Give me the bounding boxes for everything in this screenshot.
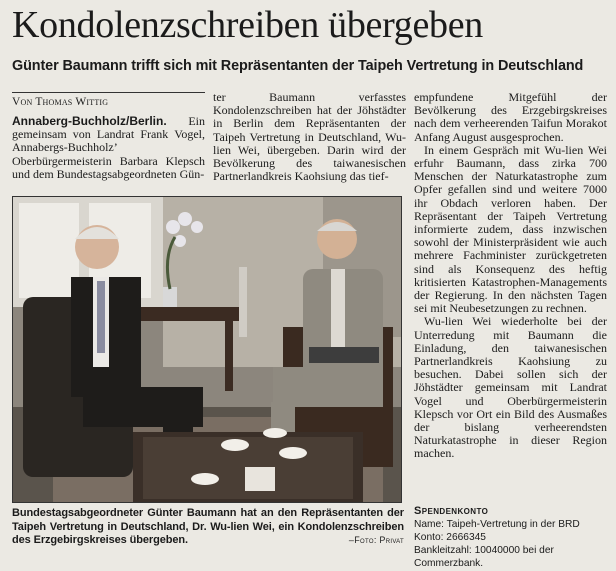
article-column-3 <box>414 91 607 461</box>
author-byline: Von Thomas Wittig <box>12 96 109 108</box>
caption-text: Bundestagsabgeordneter Günter Baumann hat an den Repräsentanten der Taipeh Vertretung in Deutschland, Dr. Wu-lien Wei, ein Kondolenzschreiben des Erzgebirgskreises übergeben. <box>12 507 404 547</box>
donation-account-name: Name: Taipeh-Vertretung in der BRD <box>414 518 580 530</box>
column-3-paragraph: In einem Gespräch mit Wu-lien Wei erfuhr Baumann, dass zirka 700 Menschen der Naturkatastrophe zum Opfer gefallen sind und weitere 7000 ihr Obdach verloren haben. Der Repräsentant der Taipeh Vertretung informierte zudem, dass inzwischen sowohl der Ministerpräsident wie auch mehrere Fachminister zurückgetreten sind als Konsequenz des heftig kritisierten Katastrophen-Managements der Regierung. In den nächsten Tagen sei mit Neubesetzungen zu rechnen. <box>414 142 607 316</box>
donation-account-number: Konto: 2666345 <box>414 531 486 543</box>
article-column-1 <box>12 115 205 181</box>
donation-account-box <box>414 505 607 571</box>
donation-bank-code: Bankleitzahl: 10040000 bei der Commerzbank. <box>414 544 554 569</box>
column-2-text: ter Baumann verfasstes Kondolenzschreiben hat der Jöhstädter in Berlin dem Repräsentanten der Taipeh Vertretung in Deutschland, Wu-lien Wei, übergeben. Darin wird der Bevölkerung des taiwanesischen Partnerlandkreis Kaohsiung das tief- <box>213 90 406 184</box>
byline-rule <box>12 92 205 109</box>
column-3-paragraph: Wu-lien Wei wiederholte bei der Unterredung mit Baumann die Einladung, den taiwanesischen Partnerlandkreis Kaohsiung zu besuchen. Dabei sollen sich der Jöhstädter gemeinsam mit Landrat Vogel und Oberbürgermeisterin Klepsch vor Ort ein Bild des Ausmaßes der bislang verheerendsten Naturkatastrophe in dieser Region machen. <box>414 314 607 461</box>
photo-illustration <box>13 197 402 503</box>
donation-account-title: Spendenkonto <box>414 505 489 517</box>
dateline: Annaberg-Buchholz/Berlin. <box>12 114 167 128</box>
article-column-2 <box>213 91 406 183</box>
article-subheadline: Günter Baumann trifft sich mit Repräsentanten der Taipeh Vertretung in Deutschland <box>12 58 584 74</box>
column-1-text: Ein gemeinsam von Landrat Frank Vogel, Annabergs-Buchholz’ Oberbürgermeisterin Barbara Klepsch und dem Bundestagsabgeordneten Gün- <box>12 114 205 181</box>
article-headline: Kondolenzschreiben übergeben <box>12 4 483 46</box>
photo-credit: –Foto: Privat <box>348 535 404 546</box>
photo-caption <box>12 507 404 548</box>
article-photo <box>12 196 402 503</box>
column-3-paragraph: empfundene Mitgefühl der Bevölkerung des Erzgebirgskreises nach dem verheerenden Taifun Morakot Anfang August ausgesprochen. <box>414 90 607 144</box>
